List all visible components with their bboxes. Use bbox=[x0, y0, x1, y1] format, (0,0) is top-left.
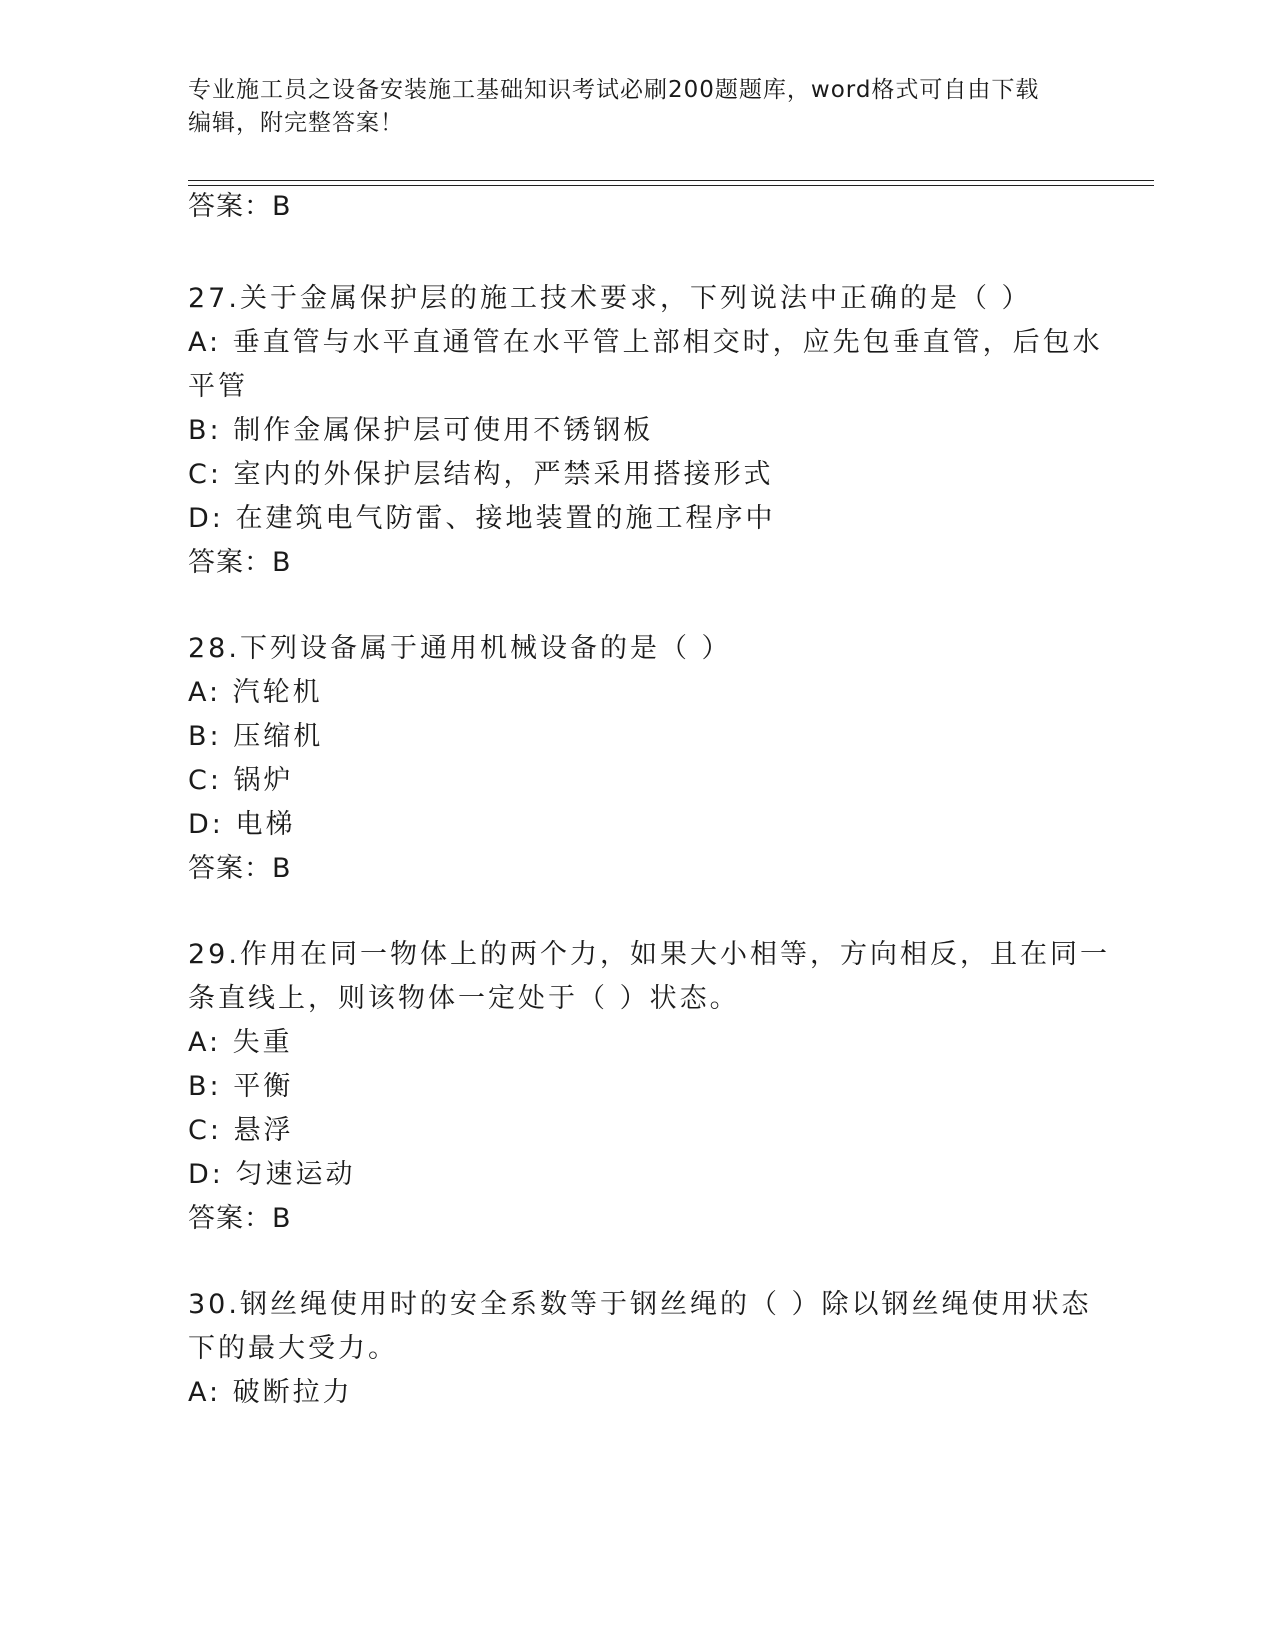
question-28-option-d: D: 电梯 bbox=[188, 809, 296, 840]
answer-previous: 答案：B bbox=[188, 191, 292, 222]
question-28-option-b: B: 压缩机 bbox=[188, 721, 324, 752]
question-27-option-b: B: 制作金属保护层可使用不锈钢板 bbox=[188, 415, 654, 446]
question-27-option-c: C: 室内的外保护层结构，严禁采用搭接形式 bbox=[188, 459, 774, 490]
question-30-stem-cont: 下的最大受力。 bbox=[188, 1333, 398, 1364]
question-28-option-c: C: 锅炉 bbox=[188, 765, 294, 796]
question-29-option-a: A: 失重 bbox=[188, 1027, 293, 1058]
question-28-answer: 答案：B bbox=[188, 853, 292, 884]
question-29-stem: 29.作用在同一物体上的两个力，如果大小相等，方向相反，且在同一 bbox=[188, 939, 1110, 970]
question-27-answer: 答案：B bbox=[188, 547, 292, 578]
question-27-stem: 27.关于金属保护层的施工技术要求，下列说法中正确的是（ ） bbox=[188, 283, 1032, 314]
question-30-option-a: A: 破断拉力 bbox=[188, 1377, 353, 1408]
header-divider-bottom bbox=[188, 185, 1154, 186]
header-divider-top bbox=[188, 180, 1154, 181]
question-30-stem: 30.钢丝绳使用时的安全系数等于钢丝绳的（ ）除以钢丝绳使用状态 bbox=[188, 1289, 1092, 1320]
question-27-option-a-cont: 平管 bbox=[188, 371, 248, 402]
question-29-option-d: D: 匀速运动 bbox=[188, 1159, 356, 1190]
question-28-option-a: A: 汽轮机 bbox=[188, 677, 323, 708]
header-line-1: 专业施工员之设备安装施工基础知识考试必刷200题题库，word格式可自由下载 bbox=[188, 77, 1040, 103]
question-29-answer: 答案：B bbox=[188, 1203, 292, 1234]
header-line-2: 编辑，附完整答案！ bbox=[188, 110, 404, 136]
question-27-option-d: D: 在建筑电气防雷、接地装置的施工程序中 bbox=[188, 503, 776, 534]
question-29-option-b: B: 平衡 bbox=[188, 1071, 294, 1102]
question-29-stem-cont: 条直线上，则该物体一定处于（ ）状态。 bbox=[188, 983, 740, 1014]
document-header bbox=[188, 74, 1088, 140]
question-29-option-c: C: 悬浮 bbox=[188, 1115, 294, 1146]
question-27-option-a: A: 垂直管与水平直通管在水平管上部相交时，应先包垂直管，后包水 bbox=[188, 327, 1103, 358]
question-28-stem: 28.下列设备属于通用机械设备的是（ ） bbox=[188, 633, 732, 664]
